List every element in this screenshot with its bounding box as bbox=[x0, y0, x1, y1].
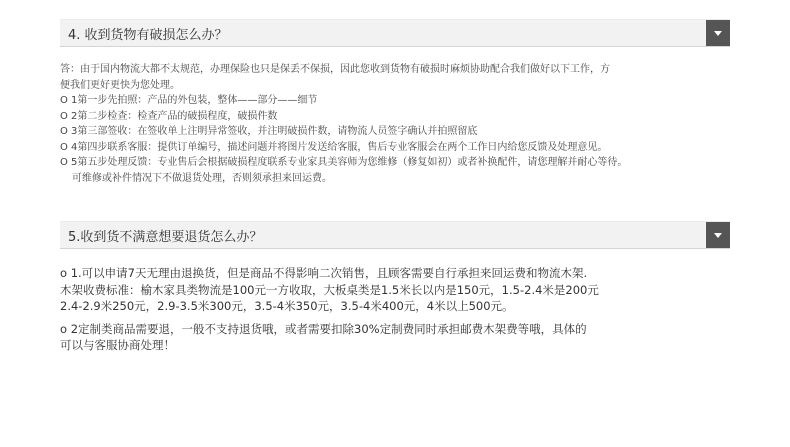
answer-line: 可以与客服协商处理！ bbox=[60, 338, 175, 352]
step-item: O 1第一步先拍照：产品的外包装，整体——部分——细节 bbox=[60, 95, 318, 106]
chevron-down-icon bbox=[714, 31, 722, 36]
answer-line: 答：由于国内物流大都不太规范，办理保险也只是保丢不保损，因此您收到货物有破损时麻烦协助配合我们做好以下工作，方 bbox=[60, 64, 610, 75]
answer-line: 木架收费标准：榆木家具类物流是100元一方收取，大板桌类是1.5米长以内是150元，1.5-2.4米是200元 bbox=[60, 282, 599, 297]
answer-line: 2.4-2.9米250元，2.9-3.5米300元，3.5-4米350元，3.5-4米400元，4米以上500元。 bbox=[60, 299, 514, 313]
faq-toggle-q4[interactable] bbox=[706, 20, 730, 46]
step-item: O 4第四步联系客服：提供订单编号，描述问题并将图片发送给客服，售后专业客服会在两个工作日内给您反馈及处理意见。 bbox=[60, 141, 608, 153]
faq-title-q4: 4. 收到货物有破损怎么办？ bbox=[68, 28, 228, 43]
faq-header-q4[interactable] bbox=[60, 19, 730, 47]
step-note: 可维修或补件情况下不做退货处理，否则须承担来回运费。 bbox=[72, 172, 332, 184]
step-item: O 3第三部签收：在签收单上注明异常签收，并注明破损件数，请物流人员签字确认并拍照留底 bbox=[60, 126, 478, 137]
faq-answer-q4 bbox=[60, 62, 750, 186]
chevron-down-icon bbox=[714, 233, 722, 238]
faq-title-q5: 5.收到货不满意想要退货怎么办？ bbox=[68, 230, 263, 245]
faq-toggle-q5[interactable] bbox=[706, 222, 730, 248]
answer-line: o 2定制类商品需要退，一般不支持退货哦，或者需要扣除30%定制费同时承担邮费木架费等哦，具体的 bbox=[60, 321, 587, 336]
answer-line: o 1.可以申请7天无理由退换货，但是商品不得影响二次销售，且顾客需要自行承担来回运费和物流木架. bbox=[60, 266, 588, 280]
step-item: O 5第五步处理反馈：专业售后会根据破损程度联系专业家具美容师为您维修（修复如初）或者补换配件，请您理解并耐心等待。 bbox=[60, 157, 628, 168]
faq-answer-q5 bbox=[60, 265, 750, 354]
faq-header-q5[interactable] bbox=[60, 221, 730, 249]
answer-line: 便我们更好更快为您处理。 bbox=[60, 79, 180, 91]
step-item: O 2第二步检查：检查产品的破损程度，破损件数 bbox=[60, 110, 278, 122]
